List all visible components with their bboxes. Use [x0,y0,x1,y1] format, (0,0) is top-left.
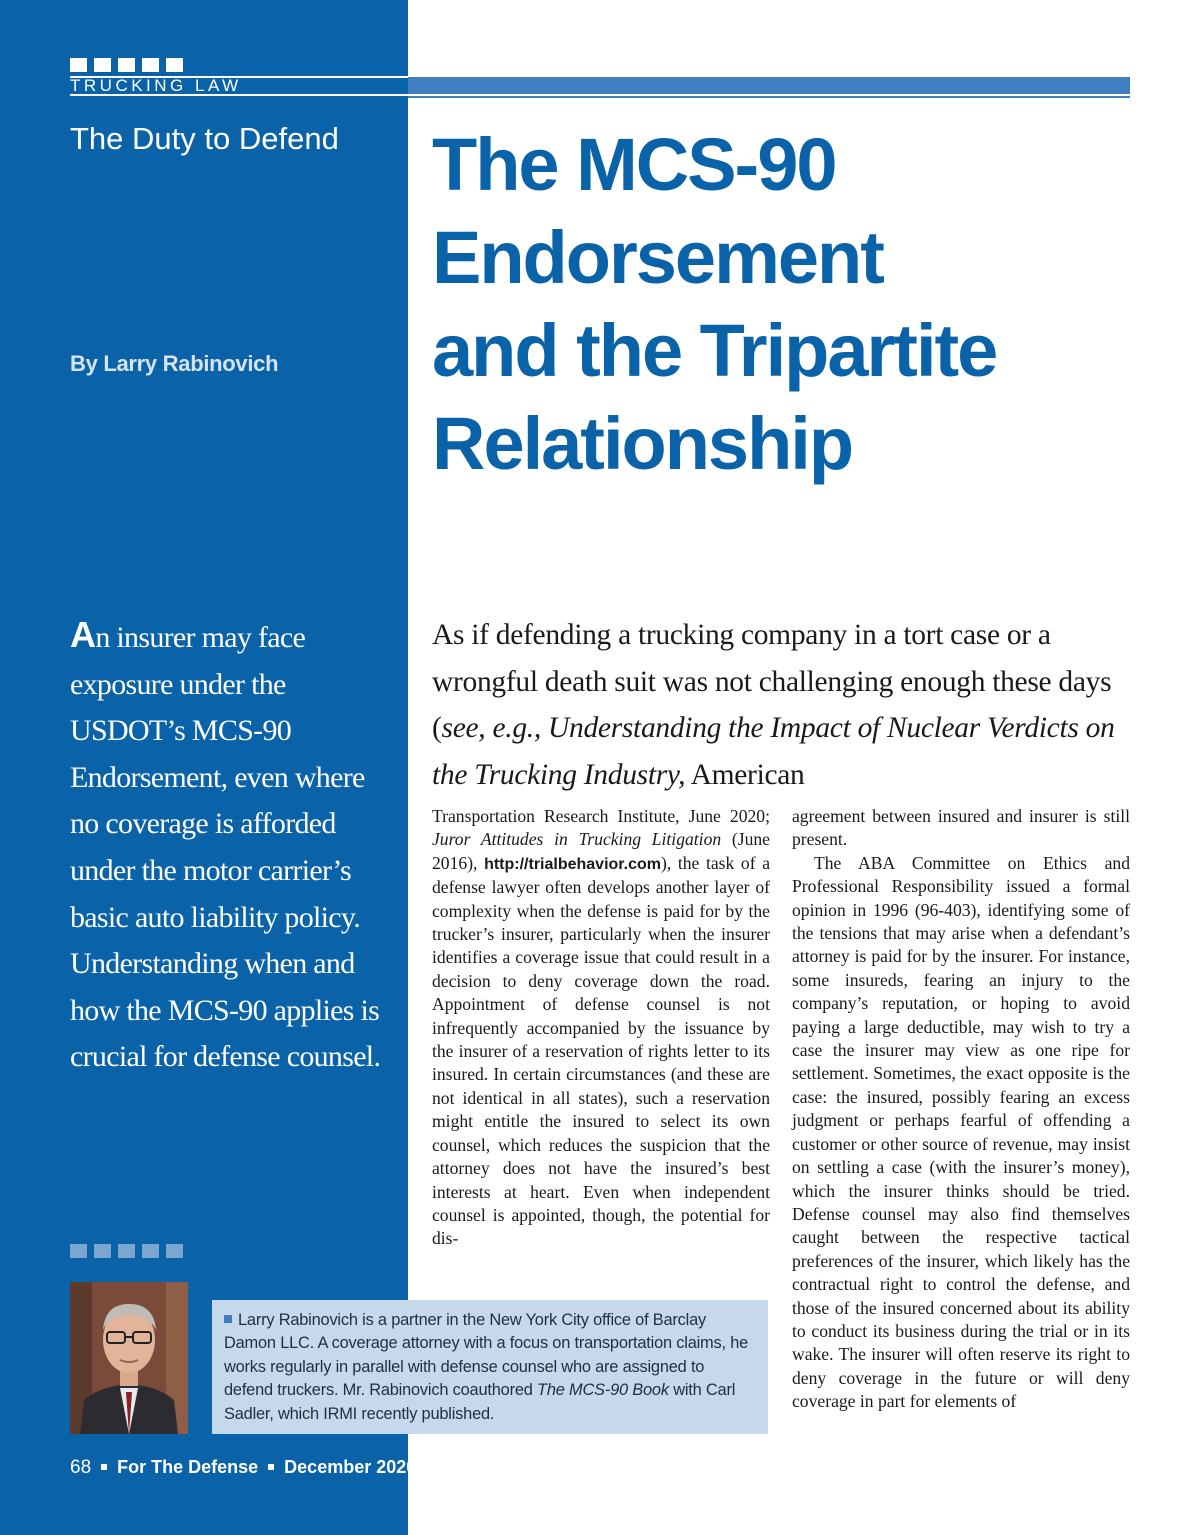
page-footer [70,1455,416,1480]
lead-text: As if defending a trucking company in a tort case or a wrongful death suit was not challenging enough these days ( [432,619,1112,745]
title-line: Endorsement [432,216,883,299]
bullet-square-icon [224,1315,232,1323]
body-paragraph: The ABA Committee on Ethics and Professional Responsibility issued a formal opinion in 1996 (96-403), identifying some of the tensions that may arise when a defendant’s attorney is paid for by the insurer. For instance, some insureds, fearing an injury to the company’s reputation, or hoping to avoid paying a large deductible, may wish to try a case the insurer may view as one ripe for settlement. Sometimes, the exact opposite is the case: the insured, possibly fearing an excess judgment or perhaps fearful of offending a customer or other source of revenue, may insist on settling a case (with the insurer’s money), which the insurer thinks should be tried. Defense counsel may also find themselves caught between the respective tactical preferences of the insurer, which likely has the contractual right to control the defense, and those of the insured concerned about its ability to conduct its business during the trial or in its wake. The insurer will often reserve its right to deny coverage in the future or will deny coverage in part for elements of [792,852,1130,1412]
author-photo [70,1282,188,1434]
title-line: The MCS-90 [432,123,836,206]
bio-text-end: with Carl Sadler, which IRMI recently published. [224,1381,736,1423]
publication-name: For The Defense [117,1457,259,1477]
title-line: and the Tripartite [432,309,997,392]
citation-title: Juror Attitudes in Trucking Litigation [432,829,722,850]
decorative-squares-top [70,58,183,72]
body-paragraph: agreement between insured and insurer is still present. [792,806,1130,850]
body-text: Transportation Research Institute, June 2020; [432,806,770,826]
page-number: 68 [70,1457,92,1478]
separator-dot-icon [268,1464,274,1470]
section-label: TRUCKING LAW [70,76,242,95]
body-column-1 [432,805,770,1251]
title-line: Relationship [432,402,853,485]
header-bar-line [408,96,1130,98]
lead-citation: see, e.g., Understanding the Impact of Nuclear Verdicts on the Trucking Industry, [432,712,1115,791]
body-text: ), the task of a defense lawyer often develops another layer of complexity when the defense is paid for by the trucker’s insurer, particularly when the insurer identifies a coverage issue that could result in a decision to deny coverage down the road. Appointment of defense counsel is not infrequently accompanied by the issuance by the insurer of a reservation of rights letter to its insured. In certain circumstances (and these are not identical in all states), such a reservation might entitle the insured to select its own counsel, which reduces the suspicion that the attorney does not have the insured’s best interests at heart. Even when independent counsel is appointed, though, the potential for dis- [432,852,770,1249]
author-portrait-image [70,1282,188,1434]
pull-quote [70,612,390,1081]
header-bar [408,77,1130,94]
bio-text: Larry Rabinovich is a partner in the New York City office of Barclay Damon LLC. A coverage attorney with a focus on transportation claims, he works regularly in parallel with defense counsel who are assigned to defend truckers. Mr. Rabinovich coauthored [224,1311,749,1400]
body-paragraph [432,805,770,1251]
issue-date: December 2020 [284,1457,417,1477]
body-text: (June 2016), [432,829,770,873]
bio-book-title: The MCS-90 Book [537,1381,669,1400]
decorative-squares-bottom [70,1244,183,1258]
article-title [432,118,1132,490]
body-column-2 [792,805,1130,1414]
lead-text-end: American [685,758,805,791]
author-bio [212,1300,768,1434]
lead-paragraph [432,612,1132,798]
article-subtitle: The Duty to Defend [70,121,339,156]
drop-cap: A [70,614,96,655]
citation-link[interactable]: http://trialbehavior.com [484,855,661,873]
byline: By Larry Rabinovich [70,351,279,376]
pull-quote-text: n insurer may face exposure under the USDOT’s MCS-90 Endorsement, even where no coverage is afforded under the motor carrier’s basic auto liability policy. Understanding when and how the MCS-90 applies is crucial for defense counsel. [70,621,381,1074]
separator-dot-icon [101,1464,107,1470]
